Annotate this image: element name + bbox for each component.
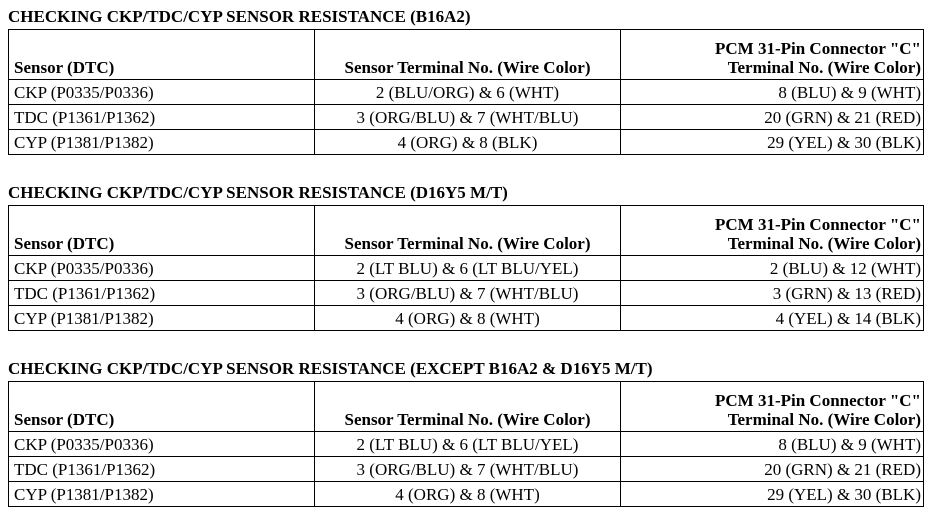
- resistance-section-d16y5-mt: [8, 183, 923, 331]
- table-header-row: [9, 382, 924, 432]
- cell-pcm-terminal: 4 (YEL) & 14 (BLK): [621, 306, 924, 331]
- resistance-table: [8, 205, 924, 331]
- resistance-table: [8, 29, 924, 155]
- cell-pcm-terminal: 2 (BLU) & 12 (WHT): [621, 256, 924, 281]
- cell-sensor-terminal: 2 (LT BLU) & 6 (LT BLU/YEL): [315, 256, 621, 281]
- cell-sensor-terminal: 4 (ORG) & 8 (WHT): [315, 482, 621, 507]
- header-sensor: Sensor (DTC): [9, 382, 315, 432]
- header-pcm-line2: Terminal No. (Wire Color): [727, 234, 921, 253]
- table-row: [9, 432, 924, 457]
- cell-pcm-terminal: 3 (GRN) & 13 (RED): [621, 281, 924, 306]
- cell-pcm-terminal: 29 (YEL) & 30 (BLK): [621, 130, 924, 155]
- cell-sensor-terminal: 2 (BLU/ORG) & 6 (WHT): [315, 80, 621, 105]
- cell-sensor-terminal: 2 (LT BLU) & 6 (LT BLU/YEL): [315, 432, 621, 457]
- table-row: [9, 457, 924, 482]
- table-row: [9, 80, 924, 105]
- table-row: [9, 281, 924, 306]
- cell-sensor: TDC (P1361/P1362): [9, 457, 315, 482]
- header-pcm-line1: PCM 31-Pin Connector "C": [714, 391, 921, 410]
- header-pcm-line1: PCM 31-Pin Connector "C": [714, 215, 921, 234]
- cell-pcm-terminal: 29 (YEL) & 30 (BLK): [621, 482, 924, 507]
- cell-sensor: CKP (P0335/P0336): [9, 256, 315, 281]
- table-row: [9, 105, 924, 130]
- header-sensor-terminal: Sensor Terminal No. (Wire Color): [315, 30, 621, 80]
- cell-sensor: CYP (P1381/P1382): [9, 306, 315, 331]
- cell-sensor: TDC (P1361/P1362): [9, 105, 315, 130]
- header-sensor: Sensor (DTC): [9, 206, 315, 256]
- table-row: [9, 130, 924, 155]
- resistance-table: [8, 381, 924, 507]
- resistance-section-except: [8, 359, 923, 507]
- header-pcm-terminal: [621, 206, 924, 256]
- section-title: CHECKING CKP/TDC/CYP SENSOR RESISTANCE (EXCEPT B16A2 & D16Y5 M/T): [8, 359, 653, 378]
- cell-sensor-terminal: 4 (ORG) & 8 (BLK): [315, 130, 621, 155]
- header-pcm-line2: Terminal No. (Wire Color): [727, 410, 921, 429]
- cell-pcm-terminal: 8 (BLU) & 9 (WHT): [621, 432, 924, 457]
- section-title: CHECKING CKP/TDC/CYP SENSOR RESISTANCE (B16A2): [8, 7, 471, 26]
- header-pcm-terminal: [621, 30, 924, 80]
- header-pcm-terminal: [621, 382, 924, 432]
- cell-pcm-terminal: 20 (GRN) & 21 (RED): [621, 105, 924, 130]
- cell-sensor-terminal: 4 (ORG) & 8 (WHT): [315, 306, 621, 331]
- cell-sensor-terminal: 3 (ORG/BLU) & 7 (WHT/BLU): [315, 281, 621, 306]
- cell-sensor: CKP (P0335/P0336): [9, 80, 315, 105]
- table-row: [9, 256, 924, 281]
- header-sensor-terminal: Sensor Terminal No. (Wire Color): [315, 206, 621, 256]
- cell-sensor: TDC (P1361/P1362): [9, 281, 315, 306]
- table-row: [9, 482, 924, 507]
- header-pcm-line1: PCM 31-Pin Connector "C": [714, 39, 921, 58]
- cell-sensor: CYP (P1381/P1382): [9, 130, 315, 155]
- table-header-row: [9, 206, 924, 256]
- cell-pcm-terminal: 20 (GRN) & 21 (RED): [621, 457, 924, 482]
- cell-sensor: CKP (P0335/P0336): [9, 432, 315, 457]
- table-row: [9, 306, 924, 331]
- header-sensor-terminal: Sensor Terminal No. (Wire Color): [315, 382, 621, 432]
- cell-sensor-terminal: 3 (ORG/BLU) & 7 (WHT/BLU): [315, 105, 621, 130]
- section-title: CHECKING CKP/TDC/CYP SENSOR RESISTANCE (D16Y5 M/T): [8, 183, 508, 202]
- header-sensor: Sensor (DTC): [9, 30, 315, 80]
- resistance-section-b16a2: [8, 7, 923, 155]
- header-pcm-line2: Terminal No. (Wire Color): [727, 58, 921, 77]
- table-header-row: [9, 30, 924, 80]
- cell-sensor: CYP (P1381/P1382): [9, 482, 315, 507]
- cell-pcm-terminal: 8 (BLU) & 9 (WHT): [621, 80, 924, 105]
- cell-sensor-terminal: 3 (ORG/BLU) & 7 (WHT/BLU): [315, 457, 621, 482]
